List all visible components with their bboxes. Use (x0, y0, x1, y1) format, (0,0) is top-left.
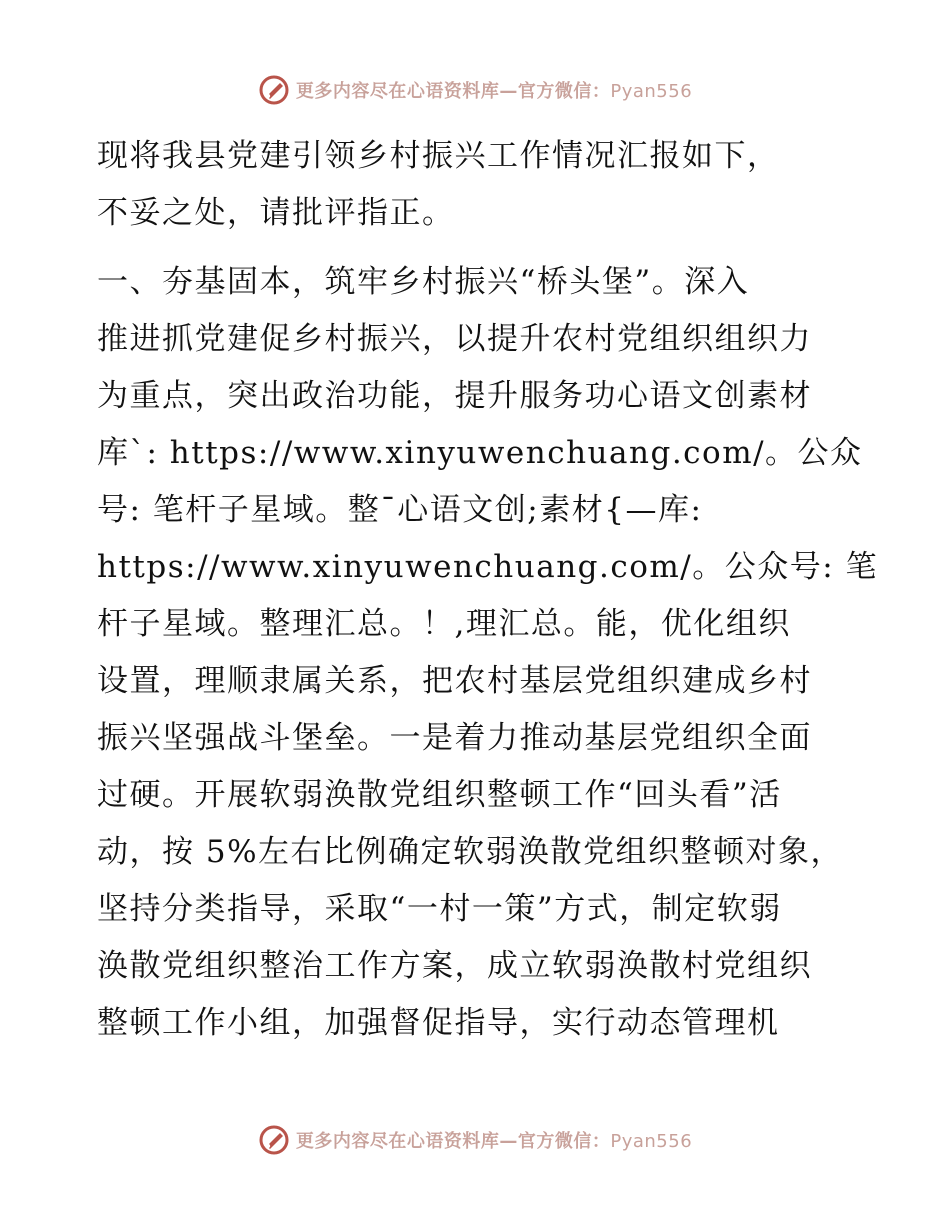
paragraph-intro (97, 128, 857, 242)
text-line: 振兴坚强战斗堡垒。一是着力推动基层党组织全面 (97, 720, 812, 756)
document-body (97, 128, 879, 1052)
header-banner-text: 更多内容尽在心语资料库—官方微信：Pyan556 (295, 81, 693, 102)
logo-icon (258, 74, 290, 106)
text-line: 不妥之处，请批评指正。 (97, 195, 455, 231)
text-line: 设置，理顺隶属关系，把农村基层党组织建成乡村 (97, 663, 812, 699)
paragraph-section-one (97, 254, 879, 1052)
header-watermark-banner (0, 70, 950, 110)
text-line: 杆子星域。整理汇总。！,理汇总。能，优化组织 (97, 606, 791, 642)
text-line: 现将我县党建引领乡村振兴工作情况汇报如下， (97, 138, 780, 174)
logo-icon (258, 1124, 290, 1156)
text-line: 为重点，突出政治功能，提升服务功心语文创素材 (97, 378, 812, 414)
text-line: 坚持分类指导，采取“一村一策”方式，制定软弱 (97, 891, 782, 927)
header-wechat-id: Pyan556 (610, 81, 693, 102)
footer-wechat-id: Pyan556 (610, 1131, 693, 1152)
text-line: 整顿工作小组，加强督促指导，实行动态管理机 (97, 1005, 780, 1041)
text-line: 库`: https://www.xinyuwenchuang.com/。公众 (97, 435, 863, 471)
text-line: 过硬。开展软弱涣散党组织整顿工作“回头看”活 (97, 777, 782, 813)
text-line: 动，按 5%左右比例确定软弱涣散党组织整顿对象， (97, 834, 844, 870)
text-line: 号: 笔杆子星域。整¯心语文创;素材{—库: (97, 492, 703, 528)
footer-watermark-banner (0, 1120, 950, 1160)
footer-banner-text: 更多内容尽在心语资料库—官方微信：Pyan556 (295, 1131, 693, 1152)
text-line: 推进抓党建促乡村振兴，以提升农村党组织组织力 (97, 321, 812, 357)
text-line: 一、夯基固本，筑牢乡村振兴“桥头堡”。深入 (97, 264, 750, 300)
text-line: 涣散党组织整治工作方案，成立软弱涣散村党组织 (97, 948, 812, 984)
text-line: https://www.xinyuwenchuang.com/。公众号: 笔 (97, 549, 879, 585)
